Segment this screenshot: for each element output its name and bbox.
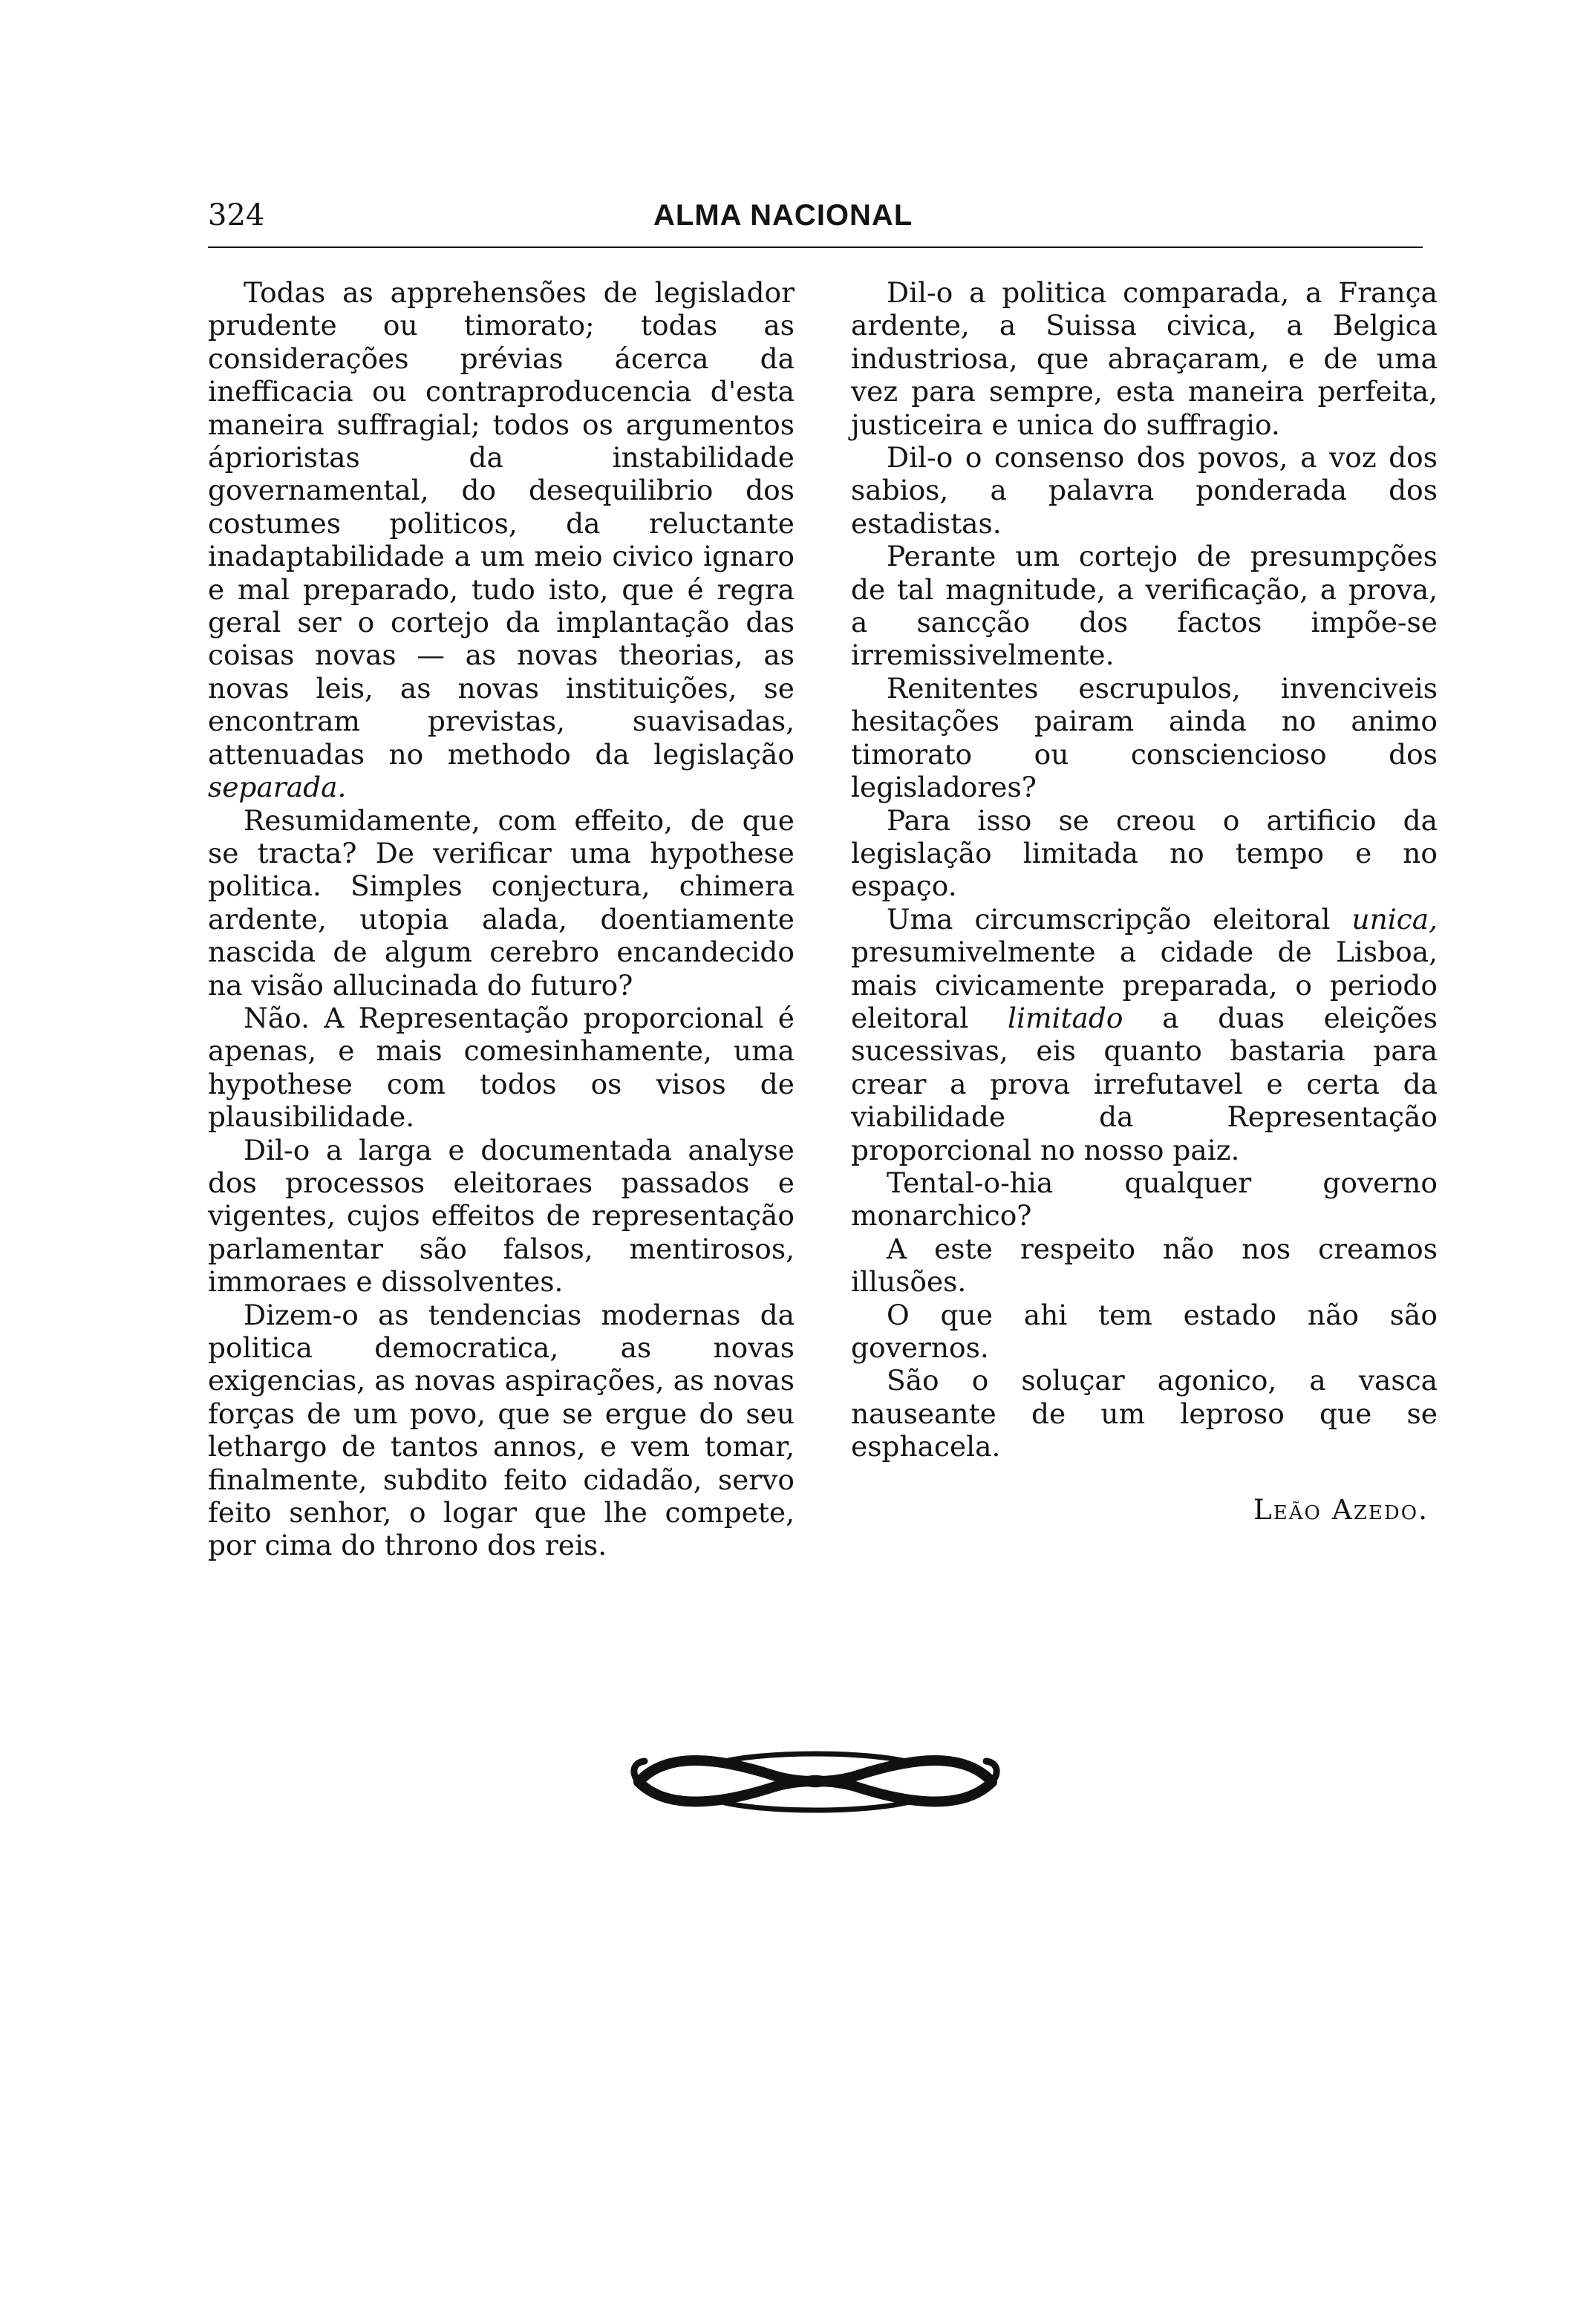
page-number: 324: [208, 198, 265, 232]
paragraph: [851, 903, 1438, 1166]
paragraph: Dil-o o consenso dos povos, a voz dos sabios, a palavra ponderada dos estadistas.: [851, 441, 1438, 540]
paragraph: O que ahi tem estado não são governos.: [851, 1298, 1438, 1364]
paragraph: Para isso se creou o artificio da legislação limitada no tempo e no espaço.: [851, 803, 1438, 903]
paragraph: Perante um cortejo de presumpções de tal magnitude, a verificação, a prova, a sancção dos factos impõe-se irremissivelmente.: [851, 540, 1438, 672]
emphasis-text: limitado: [1007, 1001, 1123, 1034]
paragraph: Não. A Representação proporcional é apenas, e mais comesinhamente, uma hypothese com todos os visos de plausibilidade.: [208, 1001, 795, 1134]
paragraph: Resumidamente, com effeito, de que se tracta? De verificar uma hypothese politica. Simples conjectura, chimera ardente, utopia alada, doentiamente nascida de algum cerebro encandecido na visão allucinada do futuro?: [208, 803, 795, 1002]
header-rule: [208, 247, 1423, 248]
paragraph-text: Uma circumscripção eleitoral: [887, 902, 1352, 936]
running-head-title: ALMA NACIONAL: [653, 199, 913, 232]
paragraph: Tental-o-hia qualquer governo monarchico?: [851, 1166, 1438, 1233]
emphasis-text: unica,: [1351, 902, 1438, 936]
paragraph-text: Todas as apprehensões de legislador prudente ou timorato; todas as considerações prévias ácerca da inefficacia ou contraproducencia d'esta maneira suffragial; todos os argumentos áprioristas da instabilidade governamental, do desequilibrio dos costumes politicos, da reluctante inadaptabilidade a um meio civico ignaro e mal preparado, tudo isto, que é regra geral ser o cortejo da implantação das coisas novas — as novas theorias, as novas leis, as novas instituições, se encontram previstas, suavisadas, attenuadas no methodo da legislação: [208, 276, 795, 771]
author-signature: Leão Azedo.: [1253, 1492, 1429, 1526]
paragraph: [208, 276, 795, 804]
emphasis-text: separada.: [208, 771, 347, 804]
left-column: [208, 276, 795, 1562]
paragraph: Renitentes escrupulos, invenciveis hesitações pairam ainda no animo timorato ou consciencioso dos legisladores?: [851, 671, 1438, 804]
paragraph: Dizem-o as tendencias modernas da politica democratica, as novas exigencias, as novas aspirações, as novas forças de um povo, que se ergue do seu lethargo de tantos annos, e vem tomar, finalmente, subdito feito cidadão, servo feito senhor, o logar que lhe compete, por cima do throno dos reis.: [208, 1298, 795, 1562]
right-column: [851, 276, 1438, 1526]
paragraph-text: presumivelmente a cidade de Lisboa, mais civicamente preparada, o periodo eleitoral: [851, 936, 1438, 1034]
scroll-ornament-icon: [622, 1736, 1008, 1818]
paragraph: São o soluçar agonico, a vasca nauseante de um leproso que se esphacela.: [851, 1364, 1438, 1463]
paragraph: Dil-o a larga e documentada analyse dos processos eleitoraes passados e vigentes, cujos effeitos de representação parlamentar são falsos, mentirosos, immoraes e dissolventes.: [208, 1133, 795, 1299]
paragraph: Dil-o a politica comparada, a França ardente, a Suissa civica, a Belgica industriosa, que abraçaram, e de uma vez para sempre, esta maneira perfeita, justiceira e unica do suffragio.: [851, 276, 1438, 441]
paragraph: A este respeito não nos creamos illusões.: [851, 1232, 1438, 1299]
paragraph-text: a duas eleições sucessivas, eis quanto bastaria para crear a prova irrefutavel e certa da viabilidade da Representação proporcional no nosso paiz.: [851, 1001, 1438, 1166]
